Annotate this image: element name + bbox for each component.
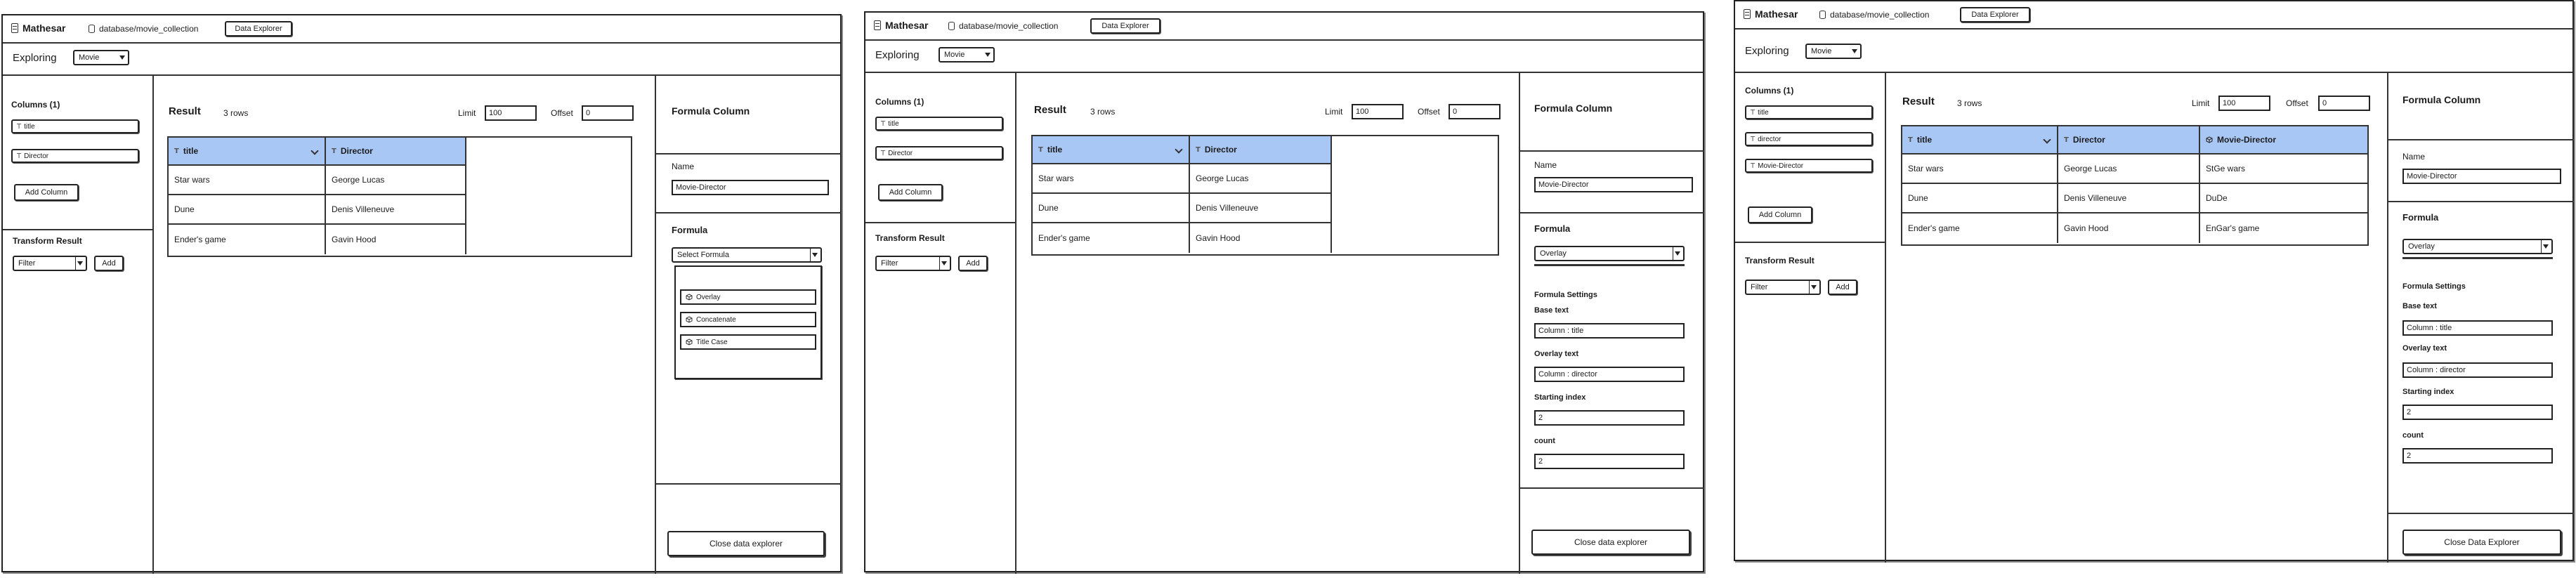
transform-title: Transform Result xyxy=(1745,256,1815,265)
cube-icon xyxy=(686,294,693,301)
offset-input[interactable]: 0 xyxy=(2318,96,2370,111)
table-cell[interactable]: StGe wars xyxy=(2200,155,2367,184)
formula-column-title: Formula Column xyxy=(1534,103,1613,114)
result-table xyxy=(1031,135,1499,256)
dropdown-underline xyxy=(2402,257,2553,259)
top-bar xyxy=(1735,1,2572,29)
text-type-icon: T xyxy=(17,152,22,160)
chevron-down-icon xyxy=(119,55,125,60)
table-cell[interactable]: Dune xyxy=(1033,194,1190,223)
close-data-explorer-button[interactable]: Close data explorer xyxy=(667,531,825,556)
text-type-icon: T xyxy=(1038,145,1043,154)
section-divider xyxy=(1520,487,1704,489)
starting-index-label: Starting index xyxy=(2402,388,2454,396)
column-item-label: Director xyxy=(888,149,913,157)
top-bar xyxy=(3,15,840,44)
table-cell[interactable]: Gavin Hood xyxy=(326,225,466,254)
table-cell[interactable]: Dune xyxy=(1902,184,2058,214)
table-cell[interactable]: Ender's game xyxy=(169,225,326,254)
column-header-label: title xyxy=(183,146,199,156)
mathesar-logo-icon xyxy=(11,23,18,33)
section-divider xyxy=(2388,139,2574,140)
table-cell[interactable]: Denis Villeneuve xyxy=(1190,194,1332,223)
chevron-down-icon[interactable] xyxy=(310,147,318,155)
filter-select[interactable] xyxy=(875,256,951,271)
top-bar xyxy=(865,13,1703,41)
add-transform-button[interactable]: Add xyxy=(94,256,124,271)
column-header-label: title xyxy=(1047,145,1063,155)
base-text-label: Base text xyxy=(2402,302,2437,310)
starting-index-input[interactable]: 2 xyxy=(2402,405,2553,420)
app-brand[interactable] xyxy=(11,22,65,34)
column-header-label: Movie-Director xyxy=(2217,135,2277,145)
right-column-divider xyxy=(2387,72,2388,563)
table-cell[interactable]: Star wars xyxy=(169,166,326,195)
app-name: Mathesar xyxy=(22,22,66,34)
breadcrumb-text: database/movie_collection xyxy=(99,24,199,34)
row-count: 3 rows xyxy=(223,108,249,118)
count-input[interactable]: 2 xyxy=(2402,448,2553,464)
column-header-label: Director xyxy=(1204,145,1237,155)
filter-select[interactable] xyxy=(1745,280,1821,295)
formula-option-label: Title Case xyxy=(696,338,728,346)
offset-input[interactable]: 0 xyxy=(582,105,634,121)
left-column-divider xyxy=(1885,72,1886,563)
chevron-down-icon xyxy=(1811,285,1817,289)
name-label: Name xyxy=(2402,152,2426,162)
section-divider xyxy=(865,222,1015,223)
table-cell[interactable]: Gavin Hood xyxy=(2058,214,2200,243)
column-header-director[interactable] xyxy=(1190,136,1332,164)
chevron-down-icon xyxy=(985,53,990,57)
limit-input[interactable]: 100 xyxy=(1352,104,1404,119)
column-header-label: title xyxy=(1916,135,1933,145)
cube-icon xyxy=(686,339,693,346)
formula-option-concatenate[interactable] xyxy=(680,312,816,327)
formula-select[interactable] xyxy=(2402,239,2553,254)
name-label: Name xyxy=(672,162,695,171)
add-column-button[interactable]: Add Column xyxy=(1748,206,1812,223)
formula-select-value: Select Formula xyxy=(677,251,729,259)
table-cell[interactable]: Denis Villeneuve xyxy=(326,195,466,225)
column-header-label: Director xyxy=(2072,135,2105,145)
filter-select-value: Filter xyxy=(881,259,898,268)
chevron-down-icon xyxy=(1852,49,1857,53)
formula-name-input[interactable]: Movie-Director xyxy=(2402,169,2561,184)
column-header-director[interactable] xyxy=(2058,126,2200,155)
limit-input[interactable]: 100 xyxy=(2218,96,2270,111)
app-name: Mathesar xyxy=(885,20,929,31)
limit-label: Limit xyxy=(2192,98,2210,108)
overlay-text-input[interactable]: Column : director xyxy=(1534,367,1685,382)
section-divider xyxy=(3,229,152,230)
section-divider xyxy=(2388,513,2574,514)
column-item-title[interactable] xyxy=(11,119,139,133)
formula-option-label: Overlay xyxy=(696,293,721,301)
formula-name-input[interactable]: Movie-Director xyxy=(1534,177,1693,192)
cube-icon xyxy=(686,316,693,323)
chevron-down-icon xyxy=(77,261,83,265)
formula-select-value: Overlay xyxy=(1540,249,1567,258)
filter-select[interactable] xyxy=(13,256,87,271)
text-type-icon: T xyxy=(1908,136,1913,144)
row-count: 3 rows xyxy=(1090,107,1116,117)
result-table xyxy=(167,136,632,257)
formula-label: Formula xyxy=(2402,212,2439,223)
table-cell[interactable]: Star wars xyxy=(1033,164,1190,194)
column-item-label: title xyxy=(24,122,35,131)
add-column-button[interactable]: Add Column xyxy=(14,184,79,201)
table-select-value: Movie xyxy=(79,53,100,62)
table-select[interactable] xyxy=(1805,44,1862,59)
column-header-director[interactable] xyxy=(326,138,466,166)
base-text-input[interactable]: Column : title xyxy=(2402,320,2553,336)
formula-column-title: Formula Column xyxy=(672,105,750,117)
table-cell[interactable]: Star wars xyxy=(1902,155,2058,184)
base-text-label: Base text xyxy=(1534,306,1569,315)
formula-select[interactable] xyxy=(672,247,822,263)
column-item-label: director xyxy=(1758,135,1781,143)
add-transform-button[interactable]: Add xyxy=(958,256,988,271)
text-type-icon: T xyxy=(17,122,22,131)
data-explorer-tab-button[interactable]: Data Explorer xyxy=(225,21,292,37)
table-cell[interactable]: Denis Villeneuve xyxy=(2058,184,2200,214)
close-data-explorer-button[interactable]: Close Data Explorer xyxy=(2402,530,2561,555)
column-item-label: Director xyxy=(24,152,49,160)
chevron-down-icon xyxy=(812,253,818,257)
text-type-icon: T xyxy=(174,147,179,155)
formula-column-title: Formula Column xyxy=(2402,94,2481,105)
table-cell[interactable]: Dune xyxy=(169,195,326,225)
name-label: Name xyxy=(1534,160,1557,170)
breadcrumb-text: database/movie_collection xyxy=(959,21,1059,31)
database-icon xyxy=(89,25,95,33)
section-divider xyxy=(2388,201,2574,202)
panel-1-window xyxy=(1,14,842,572)
columns-title: Columns (1) xyxy=(1745,86,1794,96)
overlay-text-input[interactable]: Column : director xyxy=(2402,362,2553,378)
mathesar-logo-icon xyxy=(1744,9,1751,19)
column-item-movie-director[interactable] xyxy=(1745,159,1873,173)
dropdown-underline xyxy=(1534,264,1685,266)
base-text-input[interactable]: Column : title xyxy=(1534,323,1685,339)
breadcrumb-text: database/movie_collection xyxy=(1830,10,1930,20)
left-column-divider xyxy=(1015,73,1016,574)
result-title: Result xyxy=(1902,96,1935,107)
table-select-value: Movie xyxy=(1811,47,1832,55)
section-divider xyxy=(656,153,842,155)
app-brand[interactable] xyxy=(874,20,928,31)
table-cell[interactable]: George Lucas xyxy=(2058,155,2200,184)
table-select[interactable] xyxy=(73,50,129,65)
starting-index-input[interactable]: 2 xyxy=(1534,410,1685,426)
table-cell[interactable]: EnGar's game xyxy=(2206,223,2260,233)
limit-label: Limit xyxy=(458,108,476,118)
breadcrumb[interactable] xyxy=(1819,10,1929,20)
column-header-title[interactable] xyxy=(1902,126,2058,155)
text-type-icon: T xyxy=(1751,162,1756,170)
chevron-down-icon xyxy=(2543,244,2549,249)
formula-name-input[interactable]: Movie-Director xyxy=(672,180,829,195)
exploring-label: Exploring xyxy=(1745,45,1789,57)
chevron-down-icon xyxy=(1675,251,1680,256)
database-icon xyxy=(948,22,955,30)
section-divider xyxy=(1520,150,1704,152)
column-header-title[interactable] xyxy=(169,138,326,166)
table-cell[interactable]: Ender's game xyxy=(1902,214,2058,243)
exploring-label: Exploring xyxy=(875,49,920,61)
table-select[interactable] xyxy=(939,47,995,63)
columns-title: Columns (1) xyxy=(11,100,60,110)
limit-input[interactable]: 100 xyxy=(485,105,537,121)
database-icon xyxy=(1819,11,1826,19)
text-type-icon: T xyxy=(881,149,886,157)
column-item-director[interactable] xyxy=(875,146,1003,160)
filter-select-value: Filter xyxy=(18,259,36,268)
right-column-divider xyxy=(655,76,656,574)
exploring-row xyxy=(1735,28,2572,73)
column-item-director[interactable] xyxy=(1745,132,1873,146)
formula-settings-title: Formula Settings xyxy=(1534,291,1597,299)
panel-3-window xyxy=(1734,0,2574,561)
offset-input[interactable]: 0 xyxy=(1449,104,1501,119)
breadcrumb[interactable] xyxy=(948,21,1058,31)
chevron-down-icon[interactable] xyxy=(2043,136,2051,143)
app-name: Mathesar xyxy=(1755,8,1798,20)
table-cell[interactable]: Gavin Hood xyxy=(1190,223,1332,253)
add-transform-button[interactable]: Add xyxy=(1828,280,1857,295)
overlay-text-label: Overlay text xyxy=(1534,350,1578,358)
text-type-icon: T xyxy=(332,147,336,155)
breadcrumb[interactable] xyxy=(89,24,198,34)
formula-option-title-case[interactable] xyxy=(680,334,816,350)
data-explorer-tab-button[interactable]: Data Explorer xyxy=(1090,18,1160,34)
cube-icon xyxy=(2206,136,2213,143)
starting-index-label: Starting index xyxy=(1534,393,1586,402)
formula-option-overlay[interactable] xyxy=(680,289,816,305)
limit-label: Limit xyxy=(1325,107,1343,117)
column-header-label: Director xyxy=(340,146,373,156)
data-explorer-tab-button[interactable]: Data Explorer xyxy=(1960,7,2030,22)
table-cell[interactable]: DuDe xyxy=(2200,184,2367,214)
chevron-down-icon[interactable] xyxy=(1175,145,1182,153)
column-item-label: title xyxy=(888,119,899,128)
formula-settings-title: Formula Settings xyxy=(2402,282,2466,291)
transform-title: Transform Result xyxy=(875,233,945,243)
column-header-title[interactable] xyxy=(1033,136,1190,164)
column-item-title[interactable] xyxy=(875,117,1003,131)
section-divider xyxy=(1520,212,1704,214)
mathesar-logo-icon xyxy=(874,20,881,30)
section-divider xyxy=(656,212,842,214)
transform-title: Transform Result xyxy=(13,236,82,246)
section-divider xyxy=(656,483,842,485)
table-select-value: Movie xyxy=(944,51,965,59)
panel-2-window xyxy=(864,11,1704,572)
formula-dropdown xyxy=(674,265,822,379)
right-column-divider xyxy=(1519,73,1520,574)
offset-label: Offset xyxy=(1418,107,1440,117)
section-divider xyxy=(1735,242,1885,243)
column-item-title[interactable] xyxy=(1745,105,1873,119)
formula-label: Formula xyxy=(1534,223,1571,234)
text-type-icon: T xyxy=(1196,145,1201,154)
add-column-button[interactable]: Add Column xyxy=(878,184,943,201)
result-table xyxy=(1901,125,2369,246)
formula-select-value: Overlay xyxy=(2408,242,2435,251)
columns-title: Columns (1) xyxy=(875,97,924,107)
column-item-label: Movie-Director xyxy=(1758,162,1804,170)
exploring-row xyxy=(865,39,1703,73)
chevron-down-icon xyxy=(941,261,947,265)
table-cell[interactable]: George Lucas xyxy=(326,166,466,195)
offset-label: Offset xyxy=(2286,98,2308,108)
offset-label: Offset xyxy=(551,108,573,118)
exploring-label: Exploring xyxy=(13,52,57,64)
text-type-icon: T xyxy=(1751,135,1756,143)
column-item-label: title xyxy=(1758,108,1769,117)
app-brand[interactable] xyxy=(1744,8,1798,20)
count-label: count xyxy=(1534,437,1555,445)
table-cell[interactable]: George Lucas xyxy=(1190,164,1332,194)
text-type-icon: T xyxy=(2064,136,2069,144)
formula-option-label: Concatenate xyxy=(696,315,736,324)
column-item-director[interactable] xyxy=(11,149,139,163)
exploring-row xyxy=(3,42,840,76)
result-title: Result xyxy=(1034,104,1066,116)
filter-select-value: Filter xyxy=(1751,283,1768,291)
result-title: Result xyxy=(169,105,201,117)
column-header-movie-director[interactable] xyxy=(2200,126,2367,155)
formula-label: Formula xyxy=(672,225,708,235)
table-cell[interactable]: Ender's game xyxy=(1033,223,1190,253)
close-data-explorer-button[interactable]: Close data explorer xyxy=(1531,530,1690,555)
count-label: count xyxy=(2402,431,2424,440)
row-count: 3 rows xyxy=(1957,98,1982,108)
text-type-icon: T xyxy=(881,119,886,128)
overlay-text-label: Overlay text xyxy=(2402,344,2447,353)
count-input[interactable]: 2 xyxy=(1534,454,1685,469)
left-column-divider xyxy=(152,76,154,574)
text-type-icon: T xyxy=(1751,108,1756,117)
formula-select[interactable] xyxy=(1534,246,1685,261)
